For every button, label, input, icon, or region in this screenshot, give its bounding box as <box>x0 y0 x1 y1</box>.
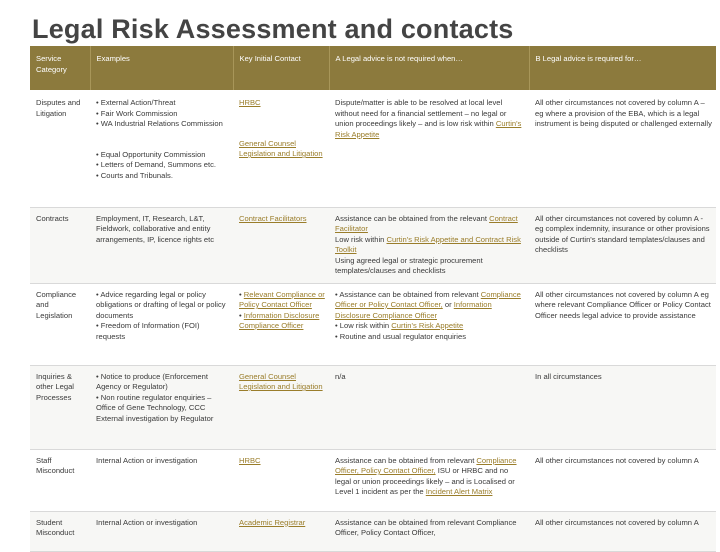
table-row <box>30 207 716 283</box>
row-column-a <box>329 449 529 511</box>
header-examples: Examples <box>90 46 233 91</box>
table-row <box>30 283 716 365</box>
column-a-text: Using agreed legal or strategic procurement templates/clauses and checklists <box>335 255 483 275</box>
bullet: • <box>239 289 244 299</box>
row-examples: Internal Action or investigation <box>90 449 233 511</box>
row-contact <box>233 207 329 283</box>
page-title: Legal Risk Assessment and contacts <box>32 14 514 44</box>
example-item: • Notice to produce (Enforcement Agency or Regulator) <box>96 371 208 391</box>
row-contact <box>233 91 329 207</box>
table-row <box>30 449 716 511</box>
incident-alert-matrix-link[interactable]: Incident Alert Matrix <box>425 487 493 496</box>
header-key-initial-contact: Key Initial Contact <box>233 46 329 91</box>
legal-risk-table <box>30 46 716 552</box>
example-item: • Fair Work Commission <box>96 108 178 118</box>
row-examples: Employment, IT, Research, L&T, Fieldwork, collaborative and entity arrangements, IP, licence rights etc <box>90 207 233 283</box>
row-contact <box>233 365 329 449</box>
contact-link-general-counsel[interactable]: General Counsel Legislation and Litigation <box>239 138 323 158</box>
row-column-b: All other circumstances not covered by column A - eg complex indemnity, insurance or other provisions outside of Curtin's standard templates/clauses and checklists <box>529 207 716 283</box>
example-item: • Letters of Demand, Summons etc. <box>96 160 216 169</box>
information-disclosure-link[interactable]: Information Disclosure Compliance Officer <box>239 310 320 330</box>
example-item: • Non routine regulator enquiries – Office of Gene Technology, CCC External investigation by Regulator <box>96 392 214 423</box>
column-a-text: Dispute/matter is able to be resolved at local level without need for a financial settlement – no legal or union proceedings likely – and is low risk within <box>335 98 507 128</box>
example-item: • WA Industrial Relations Commission <box>96 119 223 128</box>
example-item: • Courts and Tribunals. <box>96 170 173 180</box>
information-disclosure-link[interactable]: Information Disclosure Compliance Officer <box>335 300 492 320</box>
table-header-row <box>30 46 716 91</box>
contact-link-academic-registrar[interactable]: Academic Registrar <box>239 517 306 527</box>
row-category: Inquiries & other Legal Processes <box>30 365 90 449</box>
column-a-text: Low risk within <box>335 234 385 244</box>
row-category: Student Misconduct <box>30 511 90 551</box>
row-column-b: All other circumstances not covered by column A eg where relevant Compliance Officer or Policy Contact Officer needs legal advice to provide assistance <box>529 283 716 365</box>
row-column-a: Assistance can be obtained from relevant Compliance Officer, Policy Contact Officer, <box>329 511 529 551</box>
contact-link-hrbc[interactable]: HRBC <box>239 455 261 465</box>
contact-link-hrbc[interactable]: HRBC <box>239 98 261 107</box>
compliance-officer-link[interactable]: Relevant Compliance or Policy Contact Officer <box>239 289 325 309</box>
header-column-b: B Legal advice is required for… <box>529 46 716 91</box>
row-column-a <box>329 207 529 283</box>
row-contact <box>233 511 329 551</box>
row-column-a <box>329 283 529 365</box>
row-contact <box>233 283 329 365</box>
row-contact <box>233 449 329 511</box>
row-examples <box>90 283 233 365</box>
row-category: Staff Misconduct <box>30 449 90 511</box>
row-category: Compliance and Legislation <box>30 283 90 365</box>
risk-appetite-link[interactable]: Curtin's Risk Appetite <box>391 321 464 330</box>
row-examples: Internal Action or investigation <box>90 511 233 551</box>
column-a-text: • Routine and usual regulator enquiries <box>335 331 466 341</box>
row-category: Contracts <box>30 207 90 283</box>
table-row <box>30 511 716 551</box>
header-service-category: Service Category <box>30 46 90 91</box>
row-category: Disputes and Litigation <box>30 91 90 207</box>
column-a-text: or <box>442 300 454 309</box>
row-column-b: All other circumstances not covered by column A – eg where a provision of the EBA, which is a legal instrument is being disputed or challenged externally <box>529 91 716 207</box>
header-column-a: A Legal advice is not required when… <box>329 46 529 91</box>
row-column-a: n/a <box>329 365 529 449</box>
contract-facilitator-link[interactable]: Contract Facilitator <box>335 213 518 233</box>
example-item: • Equal Opportunity Commission <box>96 149 206 159</box>
compliance-officer-link[interactable]: Compliance Officer or Policy Contact Officer, <box>335 289 521 309</box>
example-item: • Advice regarding legal or policy obligations or drafting of legal or policy documents <box>96 289 226 320</box>
contact-link-general-counsel[interactable]: General Counsel Legislation and Litigation <box>239 371 323 391</box>
risk-appetite-toolkit-link[interactable]: Curtin's Risk Appetite and Contract Risk Toolkit <box>335 234 521 254</box>
row-column-a <box>329 91 529 207</box>
row-column-b: All other circumstances not covered by column A <box>529 449 716 511</box>
row-column-b: In all circumstances <box>529 365 716 449</box>
row-examples <box>90 91 233 207</box>
bullet: • <box>239 310 244 320</box>
contact-link-contract-facilitators[interactable]: Contract Facilitators <box>239 213 307 223</box>
compliance-officer-link[interactable]: Compliance Officer, Policy Contact Officer, <box>335 455 517 475</box>
row-column-b: All other circumstances not covered by column A <box>529 511 716 551</box>
table-row <box>30 365 716 449</box>
example-item: • External Action/Threat <box>96 98 176 107</box>
table-row <box>30 91 716 207</box>
risk-appetite-link[interactable]: Curtin's Risk Appetite <box>335 119 522 139</box>
column-a-text: • Low risk within <box>335 321 392 330</box>
column-a-text: • Assistance can be obtained from relevant <box>335 289 481 299</box>
column-a-text: ISU or HRBC and no legal or union proceedings likely – and is Localised or Level 1 incident as per the <box>335 466 515 496</box>
row-examples <box>90 365 233 449</box>
column-a-text: Assistance can be obtained from relevant <box>335 455 477 465</box>
column-a-text: Assistance can be obtained from the relevant <box>335 213 487 223</box>
example-item: • Freedom of Information (FOI) requests <box>96 321 200 341</box>
